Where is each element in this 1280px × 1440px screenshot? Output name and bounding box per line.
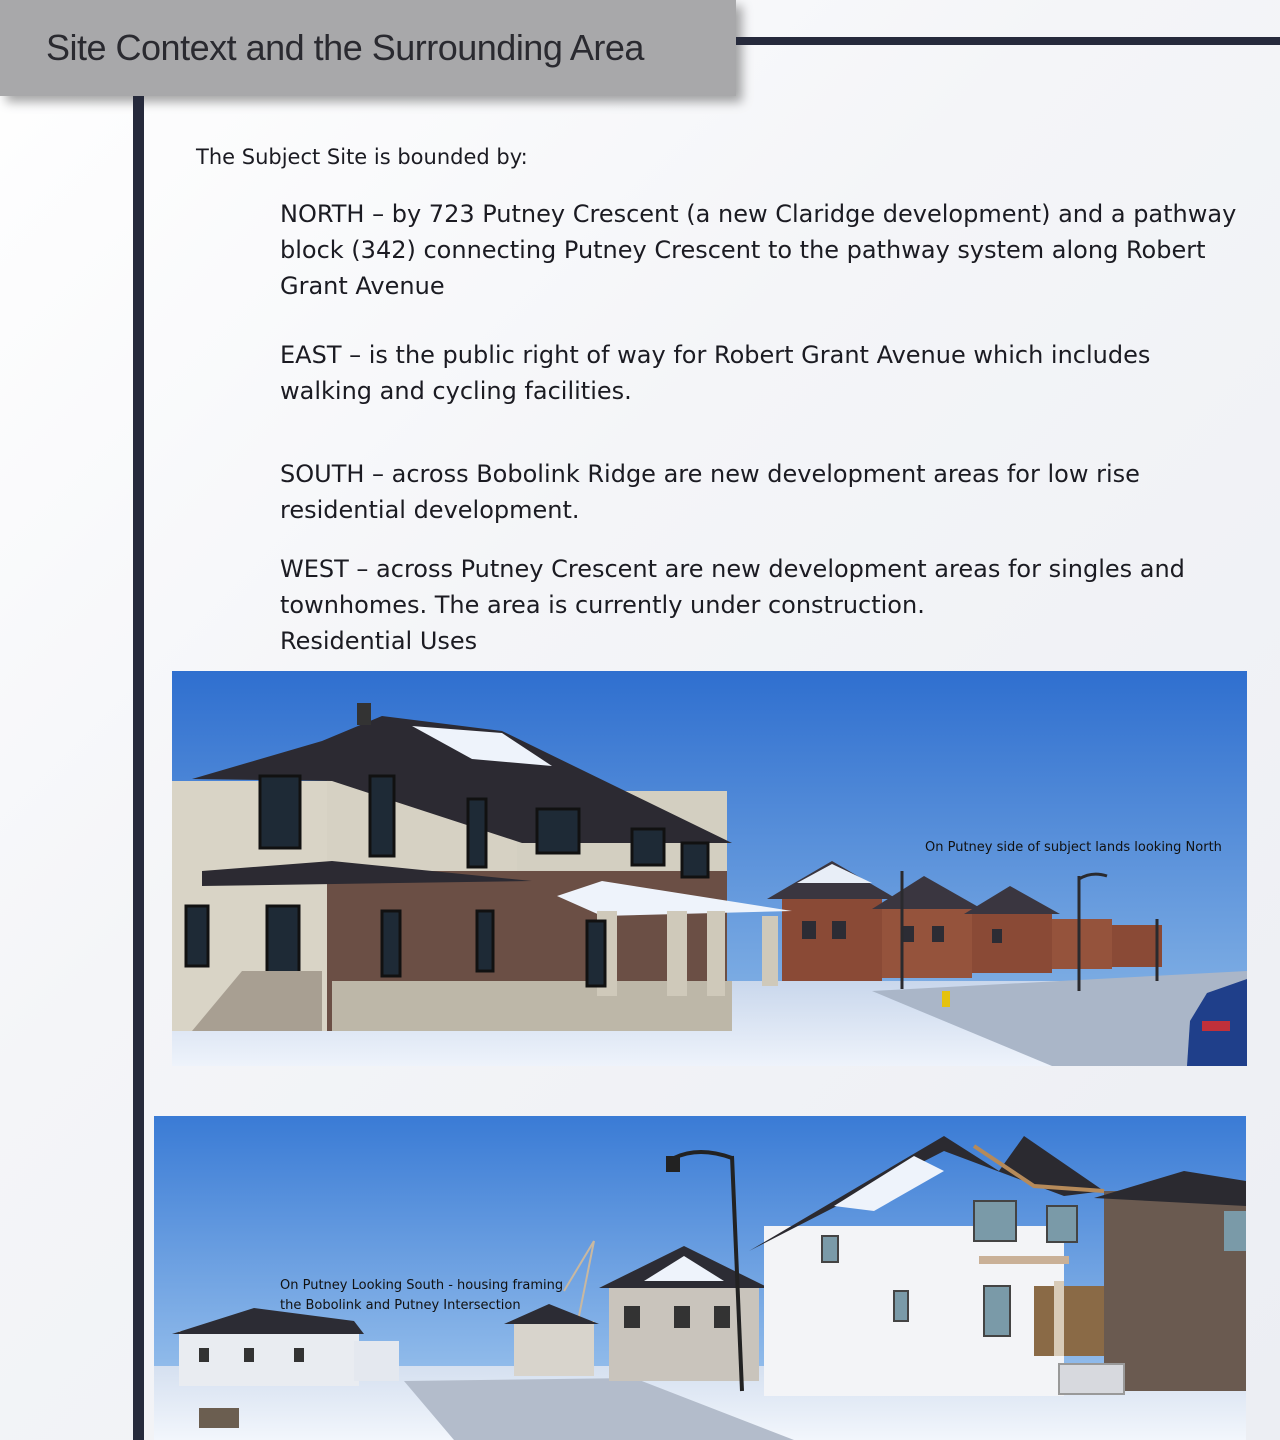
west-boundary-text xyxy=(280,551,1240,659)
title-rule xyxy=(736,37,1280,45)
west-boundary-line-1: WEST – across Putney Crescent are new development areas for singles and townhomes. The area is currently under construction. xyxy=(280,555,1185,619)
title-banner xyxy=(0,0,736,96)
photo-south-caption-line-1: On Putney Looking South - housing framing xyxy=(280,1278,564,1293)
photo-south-caption xyxy=(280,1276,563,1316)
page-title: Site Context and the Surrounding Area xyxy=(46,27,644,68)
intro-text: The Subject Site is bounded by: xyxy=(196,145,528,169)
west-boundary-line-2: Residential Uses xyxy=(280,627,478,655)
photo-south-caption-line-2: the Bobolink and Putney Intersection xyxy=(280,1298,521,1313)
photo-looking-south xyxy=(154,1116,1246,1440)
south-boundary-text: SOUTH – across Bobolink Ridge are new development areas for low rise residential development. xyxy=(280,460,1140,524)
vertical-rule xyxy=(133,96,144,1440)
east-boundary-text: EAST – is the public right of way for Robert Grant Avenue which includes walking and cycling facilities. xyxy=(280,341,1151,405)
north-boundary-text: NORTH – by 723 Putney Crescent (a new Claridge development) and a pathway block (342) connecting Putney Crescent to the pathway system along Robert Grant Avenue xyxy=(280,200,1237,300)
photo-north-caption: On Putney side of subject lands looking North xyxy=(925,840,1222,855)
photo-north-illustration xyxy=(172,671,1247,1066)
photo-looking-north xyxy=(172,671,1247,1066)
